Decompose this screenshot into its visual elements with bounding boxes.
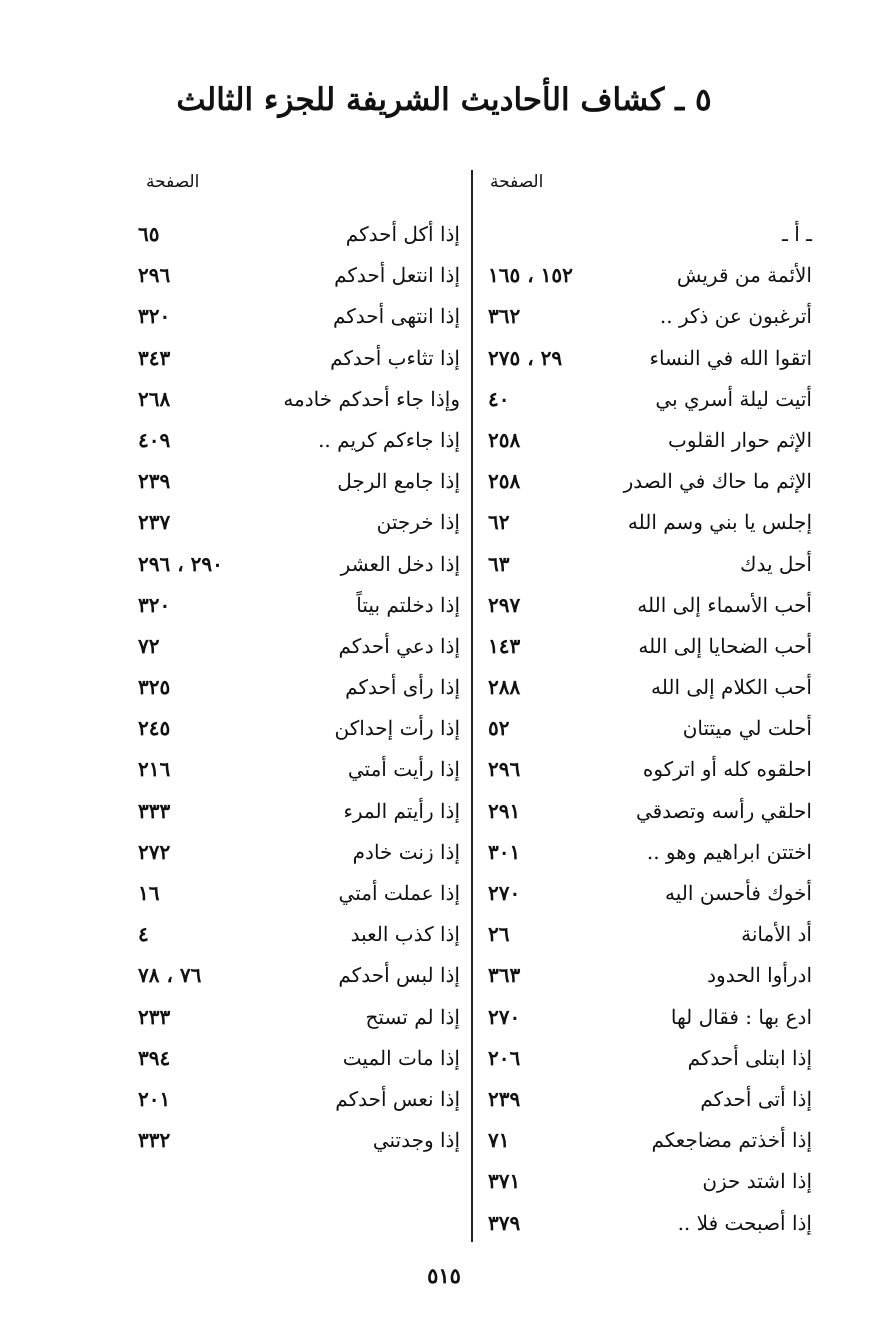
index-entry xyxy=(484,875,812,916)
index-entry xyxy=(484,381,812,422)
hadith-text: إذا لبس أحدكم xyxy=(338,963,460,988)
page-reference: ٢٣٩ xyxy=(138,469,171,494)
index-entry xyxy=(134,1081,460,1122)
hadith-text: ـ أ ـ xyxy=(782,222,812,246)
index-entry xyxy=(484,957,812,998)
page-reference: ٣٤٣ xyxy=(138,345,171,370)
index-entry xyxy=(484,751,812,792)
hadith-text: إذا انتعل أحدكم xyxy=(334,263,460,288)
page-reference: ٦٢ xyxy=(488,510,510,535)
index-entry xyxy=(484,546,812,587)
index-entry xyxy=(484,793,812,834)
page-reference: ٤ xyxy=(138,922,149,947)
hadith-text: ادع بها : فقال لها xyxy=(670,1004,812,1029)
hadith-text: وإذا جاء أحدكم خادمه xyxy=(283,386,460,411)
index-entry xyxy=(134,1040,460,1081)
hadith-text: إذا كذب العبد xyxy=(350,922,460,947)
page-reference: ٢٩٧ xyxy=(488,592,521,617)
page-reference: ٧٢ xyxy=(138,633,160,658)
hadith-text: إذا وجدتني xyxy=(372,1128,460,1153)
page-reference: ٦٥ xyxy=(138,222,160,246)
hadith-text: إجلس يا بني وسم الله xyxy=(627,510,812,535)
page-title: ٥ ـ كشاف الأحاديث الشريفة للجزء الثالث xyxy=(176,82,712,118)
index-entry xyxy=(134,916,460,957)
hadith-text: إذا زنت خادم xyxy=(352,839,460,864)
left-index-column xyxy=(134,216,460,1163)
page-reference: ٢٩٦ xyxy=(138,263,171,288)
hadith-text: أحلت لي ميتتان xyxy=(682,716,812,741)
index-entry xyxy=(134,463,460,504)
hadith-text: أحب الضحايا إلى الله xyxy=(638,633,812,658)
page-reference: ٢٩١ xyxy=(488,798,521,823)
hadith-text: إذا رأت إحداكن xyxy=(334,716,460,741)
page-reference: ٧١ xyxy=(488,1128,510,1153)
index-entry xyxy=(134,834,460,875)
index-entry xyxy=(134,587,460,628)
index-entry xyxy=(484,710,812,751)
index-entry xyxy=(484,298,812,339)
hadith-text: أحب الأسماء إلى الله xyxy=(637,592,812,617)
column-divider xyxy=(471,170,473,1242)
page-reference: ٤٠ xyxy=(488,386,510,411)
hadith-text: إذا دخل العشر xyxy=(340,551,460,576)
page-reference: ٣٦٣ xyxy=(488,963,521,988)
hadith-text: أحب الكلام إلى الله xyxy=(651,675,812,700)
hadith-text: إذا ابتلى أحدكم xyxy=(687,1045,812,1070)
index-entry xyxy=(134,1122,460,1163)
hadith-text: إذا أكل أحدكم xyxy=(345,222,460,246)
page-reference: ٤٠٩ xyxy=(138,427,171,452)
page-reference: ٧٦ ، ٧٨ xyxy=(138,963,202,988)
page-reference: ٣٢٥ xyxy=(138,675,171,700)
page-reference: ٢٩٠ ، ٢٩٦ xyxy=(138,551,223,576)
page-reference: ٢٩٦ xyxy=(488,757,521,782)
page-reference: ١٤٣ xyxy=(488,633,521,658)
hadith-text: إذا جامع الرجل xyxy=(337,469,460,494)
page-reference: ٢٨٨ xyxy=(488,675,521,700)
index-entry xyxy=(484,628,812,669)
page-reference: ٢٩ ، ٢٧٥ xyxy=(488,345,563,370)
page-reference: ٢٣٩ xyxy=(488,1086,521,1111)
page-reference: ٢١٦ xyxy=(138,757,171,782)
hadith-text: اختتن ابراهيم وهو .. xyxy=(646,839,812,864)
page-reference: ٣٧١ xyxy=(488,1169,521,1194)
hadith-text: أد الأمانة xyxy=(741,922,812,947)
index-entry xyxy=(484,834,812,875)
index-entry xyxy=(134,422,460,463)
index-entry xyxy=(484,1163,812,1204)
index-entry xyxy=(134,875,460,916)
page-reference: ٢٧٠ xyxy=(488,1004,521,1029)
hadith-text: أتيت ليلة أسري بي xyxy=(655,386,812,411)
index-entry xyxy=(484,1122,812,1163)
hadith-text: إذا رأيتم المرء xyxy=(343,798,460,823)
page-number: ٥١٥ xyxy=(427,1263,461,1288)
index-entry xyxy=(134,957,460,998)
index-entry xyxy=(484,669,812,710)
index-entry xyxy=(484,1205,812,1246)
page-reference: ٢٠١ xyxy=(138,1086,171,1111)
index-entry xyxy=(484,587,812,628)
hadith-text: إذا لم تستح xyxy=(365,1004,460,1029)
page-reference: ٢٠٦ xyxy=(488,1045,521,1070)
page-reference: ١٥٢ ، ١٦٥ xyxy=(488,263,573,288)
hadith-text: ادرأوا الحدود xyxy=(707,963,812,988)
hadith-text: إذا نعس أحدكم xyxy=(335,1086,460,1111)
hadith-text: إذا رأى أحدكم xyxy=(345,675,460,700)
hadith-text: إذا أخذتم مضاجعكم xyxy=(651,1128,812,1153)
hadith-text: إذا دعي أحدكم xyxy=(338,633,460,658)
page-reference: ٢٧٠ xyxy=(488,881,521,905)
page-reference: ٢٣٧ xyxy=(138,510,171,535)
hadith-text: الإثم حوار القلوب xyxy=(667,427,812,452)
index-entry xyxy=(484,999,812,1040)
hadith-text: احلقوه كله أو اتركوه xyxy=(642,757,812,782)
index-entry xyxy=(134,504,460,545)
index-entry xyxy=(484,422,812,463)
hadith-text: احلقي رأسه وتصدقي xyxy=(635,798,812,823)
page-reference: ٢٥٨ xyxy=(488,427,521,452)
hadith-text: إذا انتهى أحدكم xyxy=(332,304,460,329)
page-reference: ٣٠١ xyxy=(488,839,521,864)
hadith-text: الأئمة من قريش xyxy=(676,263,812,288)
hadith-text: إذا اشتد حزن xyxy=(702,1169,812,1194)
hadith-text: إذا مات الميت xyxy=(342,1045,460,1070)
index-entry xyxy=(134,340,460,381)
hadith-text: إذا أصبحت فلا .. xyxy=(677,1210,812,1235)
index-entry xyxy=(484,216,812,257)
index-entry xyxy=(134,669,460,710)
page-reference: ٢٣٣ xyxy=(138,1004,171,1029)
hadith-text: إذا رأيت أمتي xyxy=(347,757,460,782)
index-entry xyxy=(134,257,460,298)
index-entry xyxy=(134,999,460,1040)
page-reference: ٣٦٢ xyxy=(488,304,521,329)
hadith-text: الإثم ما حاك في الصدر xyxy=(623,469,812,494)
index-entry xyxy=(484,916,812,957)
page-reference: ١٦ xyxy=(138,881,160,905)
page-reference: ٣٣٢ xyxy=(138,1128,171,1153)
page-reference: ٢٥٨ xyxy=(488,469,521,494)
page-reference: ٢٧٢ xyxy=(138,839,171,864)
index-entry xyxy=(484,504,812,545)
hadith-text: إذا أتى أحدكم xyxy=(700,1086,812,1111)
page-reference: ٢٦٨ xyxy=(138,386,171,411)
index-entry xyxy=(134,216,460,257)
hadith-text: أخوك فأحسن اليه xyxy=(665,881,812,905)
page-reference: ٥٢ xyxy=(488,716,510,741)
index-entry xyxy=(134,628,460,669)
page-reference: ٣٢٠ xyxy=(138,592,171,617)
hadith-text: إذا خرجتن xyxy=(376,510,460,535)
left-column-page-header: الصفحة xyxy=(146,172,200,192)
index-entry xyxy=(484,1040,812,1081)
page-reference: ٣٧٩ xyxy=(488,1210,521,1235)
index-entry xyxy=(484,463,812,504)
page-reference: ٢٦ xyxy=(488,922,510,947)
hadith-text: أحل يدك xyxy=(740,551,812,576)
page-reference: ٦٣ xyxy=(488,551,510,576)
right-column-page-header: الصفحة xyxy=(490,172,544,192)
page-reference: ٢٤٥ xyxy=(138,716,171,741)
hadith-text: اتقوا الله في النساء xyxy=(649,345,812,370)
index-entry xyxy=(484,257,812,298)
index-entry xyxy=(484,340,812,381)
hadith-text: أترغبون عن ذكر .. xyxy=(659,304,812,329)
page-reference: ٣٩٤ xyxy=(138,1045,171,1070)
hadith-text: إذا عملت أمتي xyxy=(338,881,460,905)
index-entry xyxy=(134,546,460,587)
right-index-column xyxy=(484,216,812,1246)
hadith-text: إذا دخلتم بيتاً xyxy=(356,592,460,617)
page-reference: ٣٣٣ xyxy=(138,798,171,823)
index-entry xyxy=(134,381,460,422)
hadith-text: إذا جاءكم كريم .. xyxy=(318,427,460,452)
index-entry xyxy=(484,1081,812,1122)
index-entry xyxy=(134,751,460,792)
page-reference: ٣٢٠ xyxy=(138,304,171,329)
index-entry xyxy=(134,793,460,834)
hadith-text: إذا تثاءب أحدكم xyxy=(330,345,460,370)
index-entry xyxy=(134,710,460,751)
index-entry xyxy=(134,298,460,339)
